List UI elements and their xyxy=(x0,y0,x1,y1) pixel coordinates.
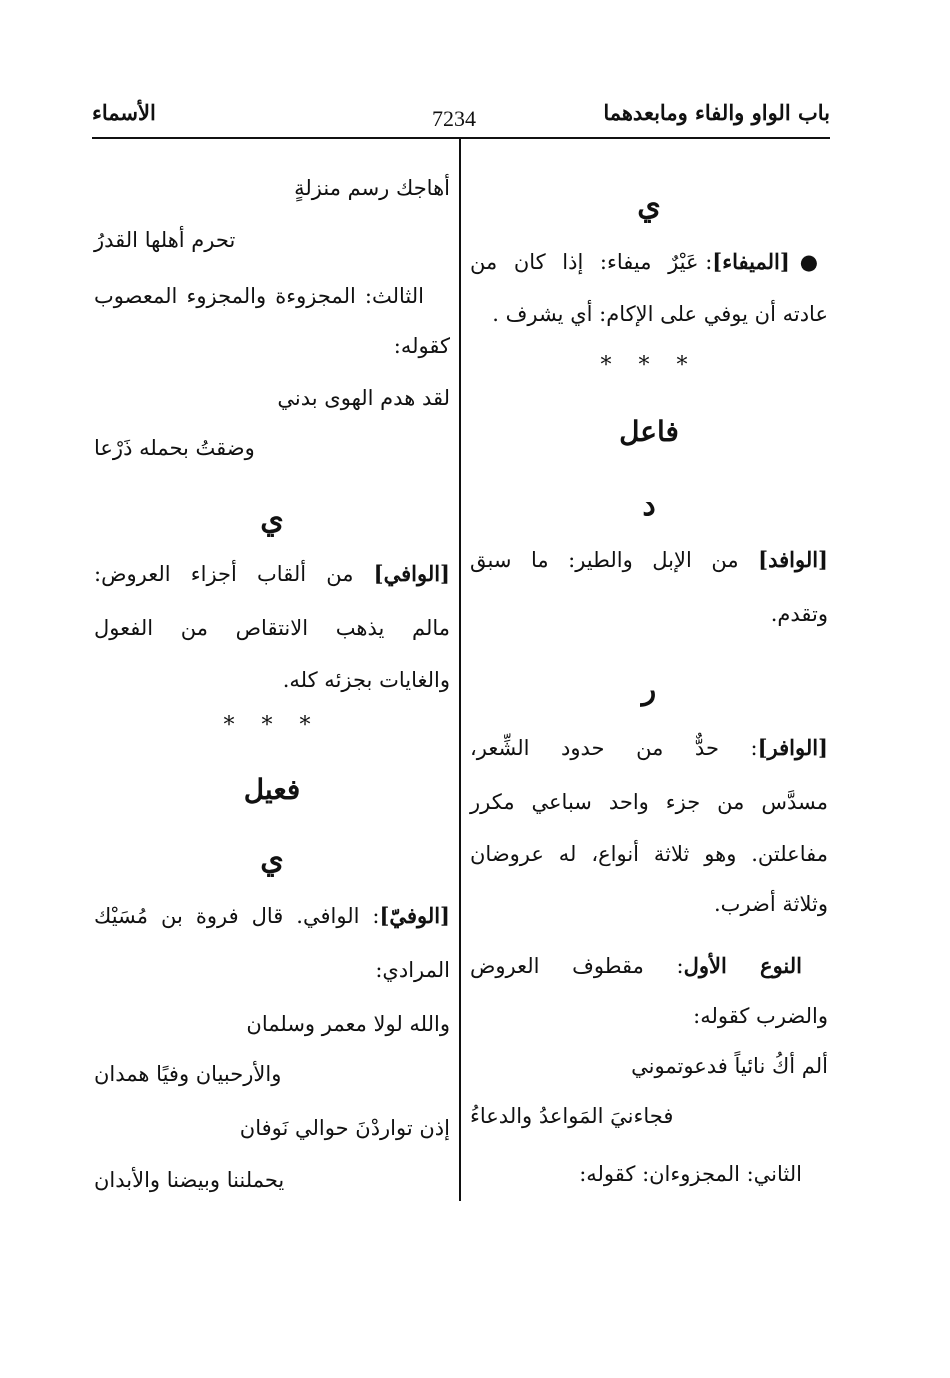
text-line xyxy=(94,548,450,600)
line-text: المرادي: xyxy=(375,958,450,982)
verse-line xyxy=(94,1154,450,1206)
line-text: * * * xyxy=(600,353,698,378)
verse-line xyxy=(94,422,450,474)
line-text: د xyxy=(642,488,656,523)
text-line xyxy=(470,236,828,288)
text-line xyxy=(470,588,828,640)
line-text: : مقطوف العروض xyxy=(470,954,684,978)
line-text: تحرم أهلها القدرُ xyxy=(94,228,236,252)
entry-term: [الوافد] xyxy=(758,547,828,572)
line-text: أهاجك رسم منزلةٍ xyxy=(294,176,450,200)
line-text: والأرحبيان وفيًا همدان xyxy=(94,1062,282,1086)
letter-heading xyxy=(470,180,828,232)
verse-line xyxy=(94,998,450,1050)
line-text: وتقدم. xyxy=(770,602,828,626)
verse-line xyxy=(470,1040,828,1092)
section-heading xyxy=(470,406,828,458)
line-text: * * * xyxy=(223,713,321,738)
section-separator xyxy=(94,700,450,752)
letter-heading xyxy=(470,664,828,716)
text-line xyxy=(470,990,828,1042)
verse-line xyxy=(94,1102,450,1154)
text-line xyxy=(94,602,450,654)
line-text: والغايات بجزئه كله. xyxy=(282,668,450,692)
entry-term: [الوافي] xyxy=(373,561,450,586)
section-title: الأسماء xyxy=(92,100,156,125)
line-text: من الإبل والطير: ما سبق xyxy=(470,548,759,572)
line-text: لقد هدم الهوى بدني xyxy=(277,386,450,410)
line-text: عادته أن يوفي على الإكام: أي يشرف . xyxy=(492,302,828,326)
text-line xyxy=(470,828,828,880)
section-heading xyxy=(94,764,450,816)
text-line xyxy=(94,890,450,942)
text-line xyxy=(470,878,828,930)
line-text: مالم يذهب الانتقاص من الفعول xyxy=(94,616,450,640)
text-line xyxy=(94,320,450,372)
line-text: مسدَّس من جزء واحد سباعي مكرر xyxy=(470,790,828,814)
line-text: : عَيْرٌ ميفاء: إذا كان من xyxy=(470,250,713,274)
text-line xyxy=(94,944,450,996)
text-line xyxy=(94,654,450,706)
section-separator xyxy=(470,340,828,392)
letter-heading xyxy=(470,480,828,532)
entry-term: ●[الميفاء] xyxy=(712,249,828,274)
line-text: والله لولا معمر وسلمان xyxy=(246,1012,450,1036)
line-text: إذن تواردْنَ حوالي نَوفان xyxy=(239,1116,450,1140)
entry-term: [الوفيّ] xyxy=(379,903,450,928)
line-text: الثاني: المجزوءان: كقوله: xyxy=(579,1162,802,1186)
page-number: 7234 xyxy=(432,106,476,131)
line-text: : حدٌّ من حدود الشِّعر، xyxy=(470,736,758,760)
text-line xyxy=(470,1148,828,1200)
text-line xyxy=(470,776,828,828)
verse-line xyxy=(94,1048,450,1100)
entry-term: النوع الأول xyxy=(683,953,802,978)
line-text: والضرب كقوله: xyxy=(693,1004,828,1028)
verse-line xyxy=(94,372,450,424)
line-text: ألم أكُ نائياً فدعوتموني xyxy=(631,1054,828,1078)
letter-heading xyxy=(94,834,450,886)
line-text: ي xyxy=(260,842,284,877)
line-text: الثالث: المجزوءة والمجزوء المعصوب xyxy=(94,284,424,308)
text-line xyxy=(470,534,828,586)
line-text: ر xyxy=(641,672,657,707)
line-text: يحملننا وبيضنا والأبدان xyxy=(94,1168,285,1192)
verse-line xyxy=(470,1090,828,1142)
line-text: كقوله: xyxy=(393,334,450,358)
line-text: فاعل xyxy=(619,415,679,448)
text-line xyxy=(470,722,828,774)
column-divider xyxy=(459,139,461,1201)
letter-heading xyxy=(94,494,450,546)
line-text: مفاعلتن. وهو ثلاثة أنواع، له عروضان xyxy=(470,842,828,866)
chapter-title: باب الواو والفاء ومابعدهما xyxy=(603,100,830,125)
page-header xyxy=(92,100,830,136)
verse-line xyxy=(94,162,450,214)
text-line xyxy=(470,940,828,992)
line-text: من ألقاب أجزاء العروض: xyxy=(94,562,374,586)
line-text: فجاءنيَ المَواعدُ والدعاءُ xyxy=(470,1104,674,1128)
line-text: فعيل xyxy=(243,773,301,806)
text-line xyxy=(94,270,450,322)
text-line xyxy=(470,288,828,340)
entry-term: [الوافر] xyxy=(757,735,828,760)
verse-line xyxy=(94,214,450,266)
line-text: وثلاثة أضرب. xyxy=(714,892,828,916)
header-rule xyxy=(92,137,830,139)
line-text: : الوافي. قال فروة بن مُسَيْك xyxy=(94,904,380,928)
line-text: ي xyxy=(637,188,661,223)
line-text: ي xyxy=(260,502,284,537)
line-text: وضقتُ بحمله ذَرْعا xyxy=(94,436,255,460)
